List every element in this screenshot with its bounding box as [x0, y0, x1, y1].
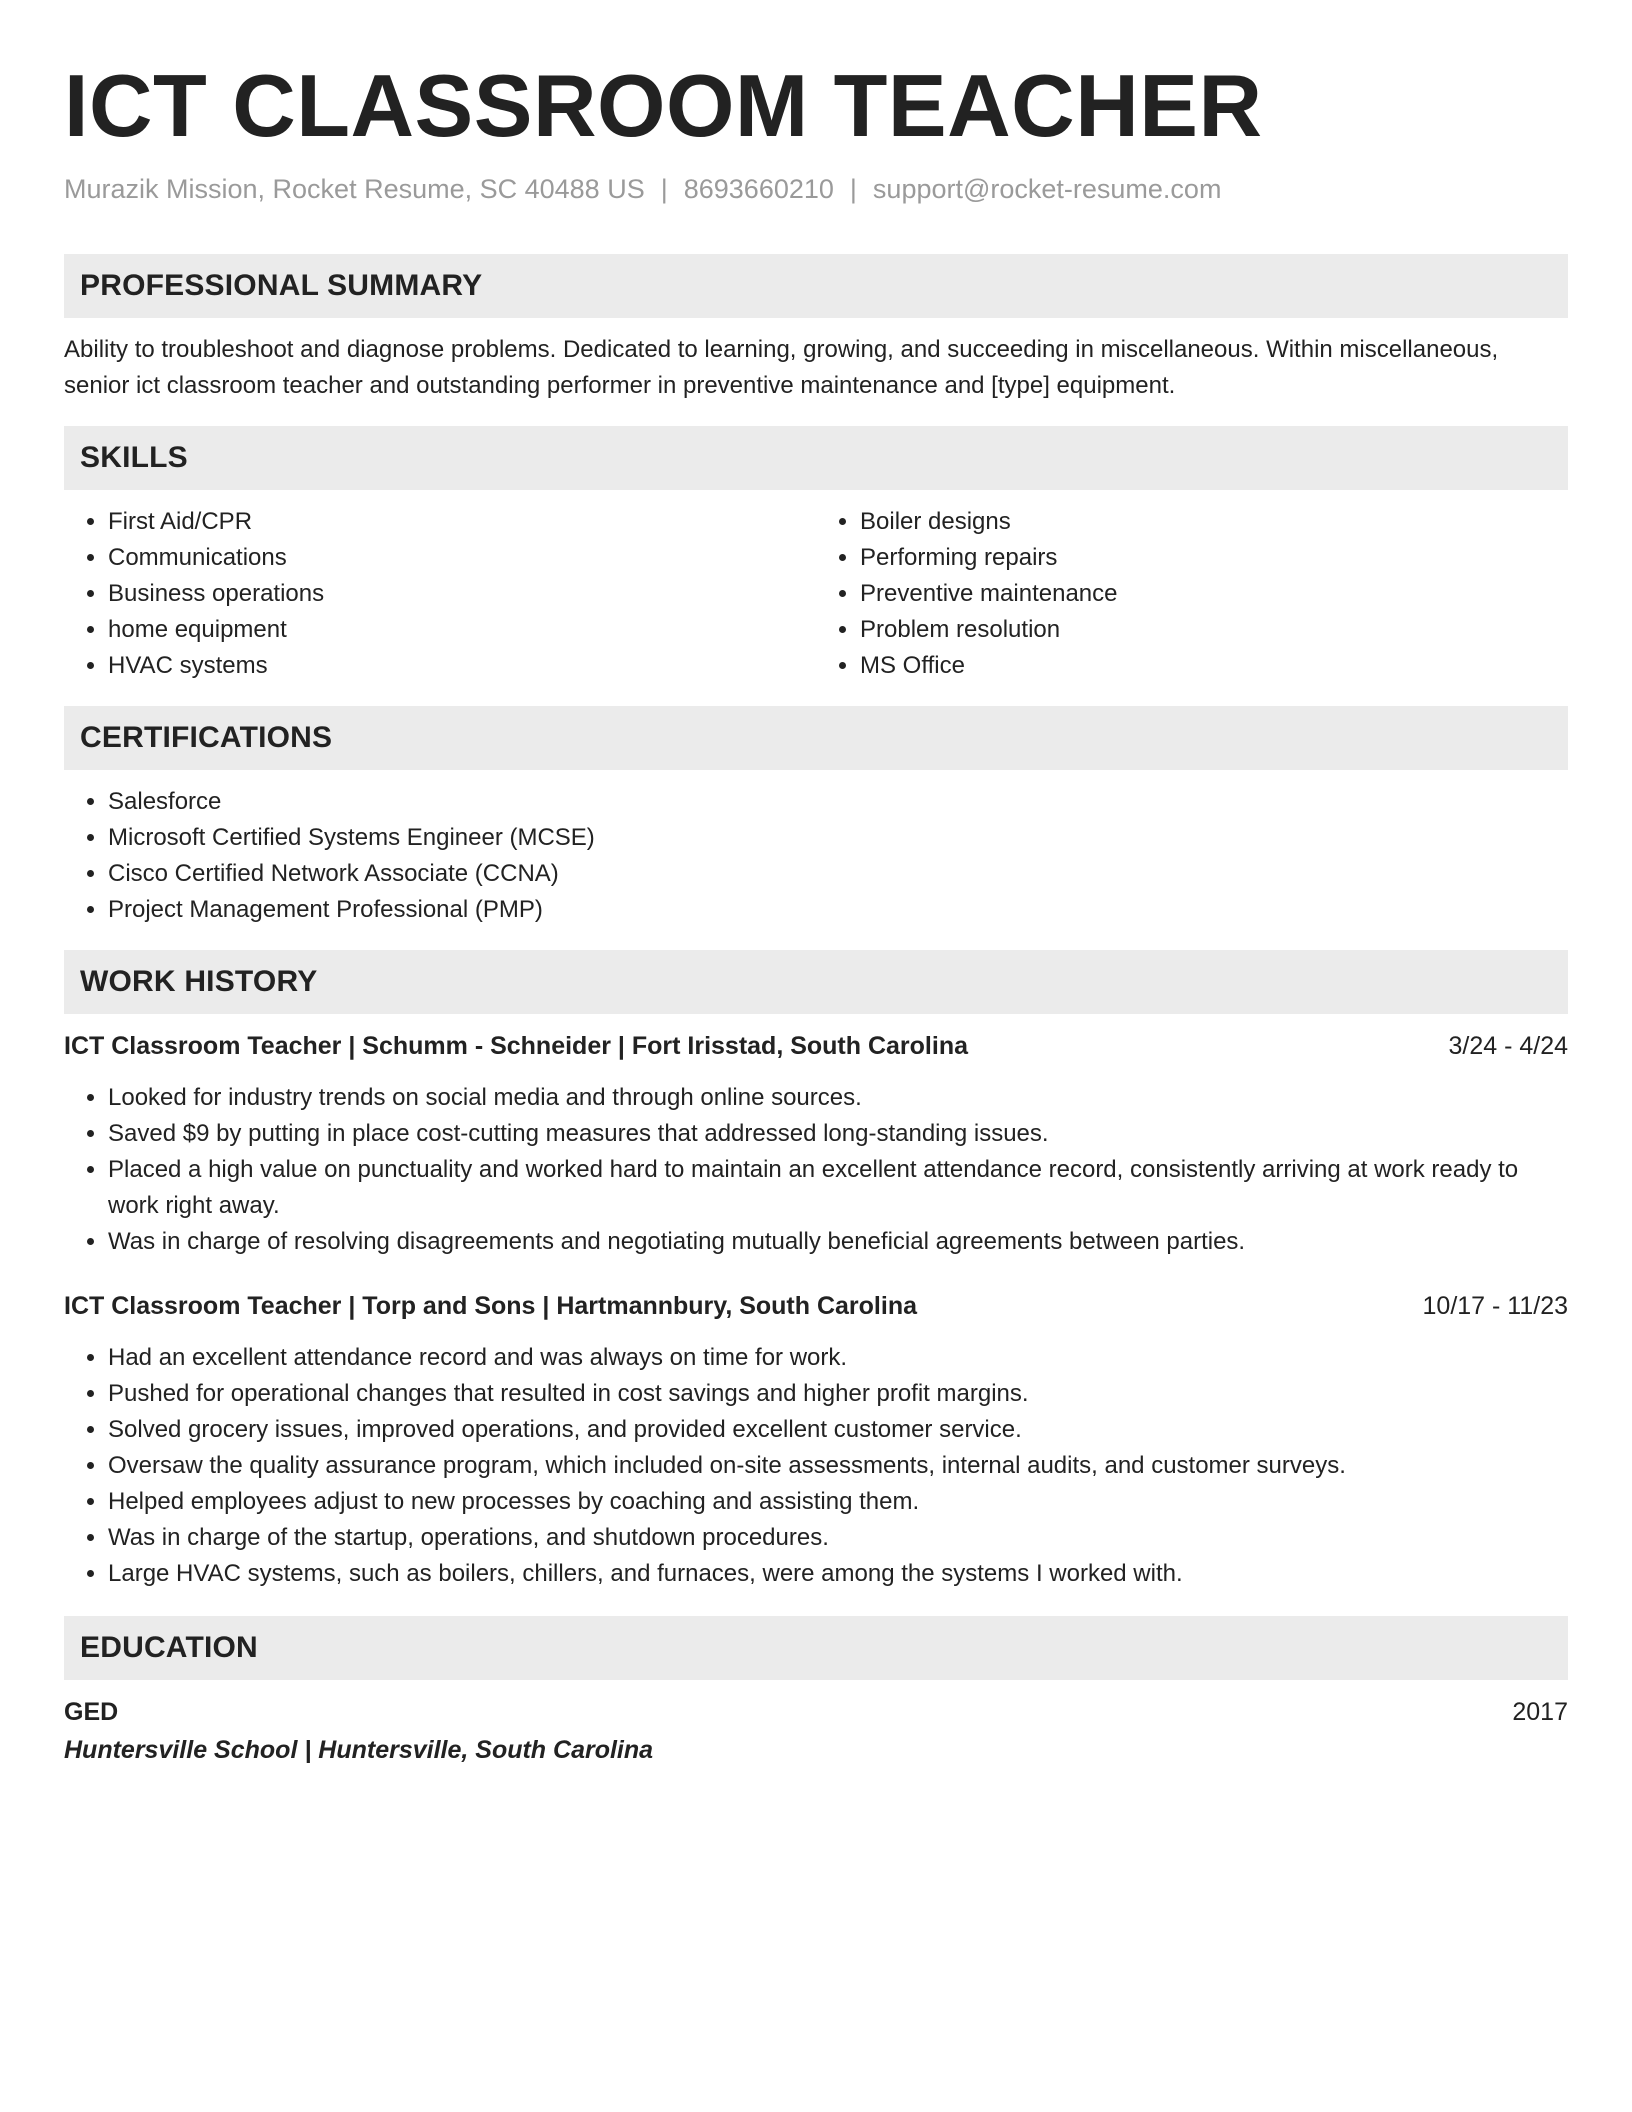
certification-item: • Microsoft Certified Systems Engineer (MCSE)	[108, 820, 1568, 856]
contact-email: support@rocket-resume.com	[872, 174, 1222, 204]
contact-phone: 8693660210	[683, 174, 834, 204]
job-title: ICT Classroom Teacher | Torp and Sons | Hartmannbury, South Carolina	[64, 1292, 918, 1320]
job-title: ICT Classroom Teacher | Schumm - Schneider | Fort Irisstad, South Carolina	[64, 1032, 968, 1060]
education-header	[64, 1694, 1568, 1730]
skill-item: • Performing repairs	[860, 540, 1568, 576]
contact-separator: |	[660, 174, 668, 204]
job-bullet: • Pushed for operational changes that resulted in cost savings and higher profit margins.	[108, 1376, 1568, 1412]
summary-text: Ability to troubleshoot and diagnose problems. Dedicated to learning, growing, and succeeding in miscellaneous. Within miscellaneous, senior ict classroom teacher and outstanding performer in preventive maintenance and [type] equipment.	[64, 336, 1499, 399]
skill-item: • Communications	[108, 540, 816, 576]
certification-item: • Salesforce	[108, 784, 1568, 820]
skills-column-left	[64, 504, 816, 684]
education-year: 2017	[1512, 1698, 1568, 1726]
skill-item: • First Aid/CPR	[108, 504, 816, 540]
section-header-education: EDUCATION	[64, 1616, 1568, 1680]
skill-item: • home equipment	[108, 612, 816, 648]
contact-separator: |	[849, 174, 857, 204]
job-bullet: • Saved $9 by putting in place cost-cutting measures that addressed long-standing issues.	[108, 1116, 1568, 1152]
education-degree: GED	[64, 1698, 119, 1726]
skill-item: • HVAC systems	[108, 648, 816, 684]
section-header-work-history: WORK HISTORY	[64, 950, 1568, 1014]
job-dates: 10/17 - 11/23	[1422, 1292, 1568, 1320]
job-bullet: • Oversaw the quality assurance program, which included on-site assessments, internal audits, and customer surveys.	[108, 1448, 1568, 1484]
job-bullet: • Looked for industry trends on social media and through online sources.	[108, 1080, 1568, 1116]
contact-line	[64, 172, 1568, 206]
certification-item: • Cisco Certified Network Associate (CCNA)	[108, 856, 1568, 892]
education-entry	[64, 1694, 1568, 1768]
job-bullet: • Helped employees adjust to new processes by coaching and assisting them.	[108, 1484, 1568, 1520]
job-dates: 3/24 - 4/24	[1448, 1032, 1568, 1060]
job-bullet: • Large HVAC systems, such as boilers, chillers, and furnaces, were among the systems I worked with.	[108, 1556, 1568, 1592]
job-header	[64, 1028, 1568, 1064]
job-entry	[64, 1028, 1568, 1260]
section-header-certifications: CERTIFICATIONS	[64, 706, 1568, 770]
certifications-list	[64, 784, 1568, 928]
skill-item: • Boiler designs	[860, 504, 1568, 540]
candidate-name: ICT CLASSROOM TEACHER	[64, 56, 1263, 155]
skill-item: • Business operations	[108, 576, 816, 612]
job-bullet: • Had an excellent attendance record and was always on time for work.	[108, 1340, 1568, 1376]
skill-item: • Preventive maintenance	[860, 576, 1568, 612]
skills-column-right	[816, 504, 1568, 684]
skills-list	[64, 504, 1568, 684]
job-bullet: • Was in charge of resolving disagreements and negotiating mutually beneficial agreements between parties.	[108, 1224, 1568, 1260]
job-bullets	[64, 1340, 1568, 1592]
job-bullet: • Was in charge of the startup, operations, and shutdown procedures.	[108, 1520, 1568, 1556]
job-bullets	[64, 1080, 1568, 1260]
certification-item: • Project Management Professional (PMP)	[108, 892, 1568, 928]
skill-item: • MS Office	[860, 648, 1568, 684]
skill-item: • Problem resolution	[860, 612, 1568, 648]
contact-address: Murazik Mission, Rocket Resume, SC 40488 US	[64, 174, 645, 204]
job-bullet: • Placed a high value on punctuality and worked hard to maintain an excellent attendance record, consistently arriving at work ready to work right away.	[108, 1152, 1568, 1224]
job-bullet: • Solved grocery issues, improved operations, and provided excellent customer service.	[108, 1412, 1568, 1448]
section-header-skills: SKILLS	[64, 426, 1568, 490]
section-header-summary: PROFESSIONAL SUMMARY	[64, 254, 1568, 318]
job-header	[64, 1288, 1568, 1324]
job-entry	[64, 1288, 1568, 1592]
education-school: Huntersville School | Huntersville, South Carolina	[64, 1736, 654, 1764]
